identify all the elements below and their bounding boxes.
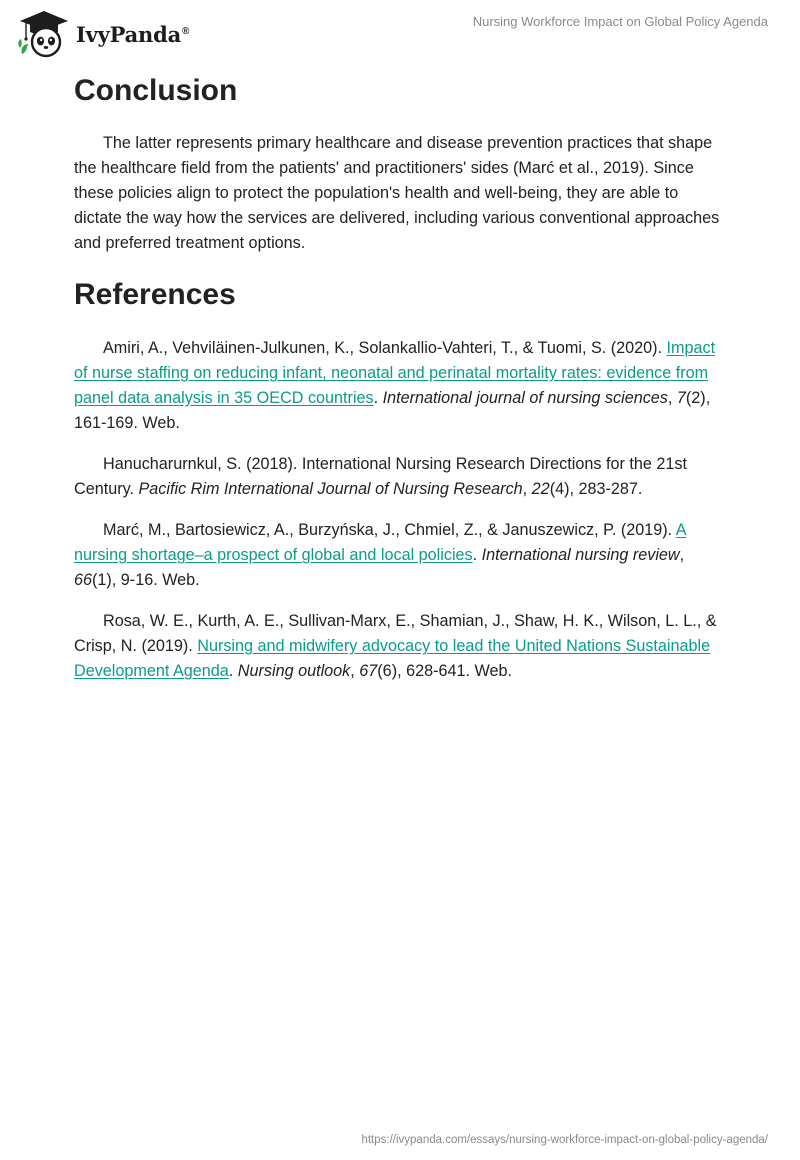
reference-authors: Amiri, A., Vehviläinen-Julkunen, K., Solankallio-Vahteri, T., & Tuomi, S. (2020). — [103, 339, 667, 357]
reference-title-link[interactable]: A nursing shortage–a prospect of global and local policies — [74, 521, 687, 564]
reference-entry: Hanucharurnkul, S. (2018). International Nursing Research Directions for the 21st Century. Pacific Rim International Journal of Nursing Research, 22(4), 283-287. — [74, 455, 687, 498]
reference-journal: Nursing outlook — [237, 662, 351, 680]
footer-url[interactable]: https://ivypanda.com/essays/nursing-workforce-impact-on-global-policy-agenda/ — [361, 1134, 768, 1146]
reference-issue-pages: (6), 628-641. Web. — [377, 662, 512, 680]
document-title: Nursing Workforce Impact on Global Policy Agenda — [472, 14, 768, 29]
panda-logo-icon — [14, 8, 74, 58]
reference-volume: 7 — [676, 389, 686, 407]
ivypanda-logo[interactable] — [14, 8, 189, 58]
reference-journal: Pacific Rim International Journal of Nursing Research — [138, 480, 523, 498]
reference-authors: Marć, M., Bartosiewicz, A., Burzyńska, J., Chmiel, Z., & Januszewicz, P. (2019). — [103, 521, 676, 539]
reference-title-link[interactable]: Nursing and midwifery advocacy to lead the United Nations Sustainable Development Agenda — [74, 637, 711, 680]
reference-title-link[interactable]: Impact of nurse staffing on reducing infant, neonatal and perinatal mortality rates: evidence from panel data analysis in 35 OECD countries — [74, 339, 716, 407]
conclusion-heading: Conclusion — [74, 74, 238, 107]
references-heading: References — [74, 278, 236, 311]
reference-authors: Rosa, W. E., Kurth, A. E., Sullivan-Marx, E., Shamian, J., Shaw, H. K., Wilson, L. L., & Crisp, N. (2019). — [74, 612, 717, 655]
reference-issue-pages: (4), 283-287. — [549, 480, 643, 498]
essay-content — [74, 72, 726, 684]
reference-journal: International journal of nursing sciences — [382, 389, 668, 407]
reference-entry: Rosa, W. E., Kurth, A. E., Sullivan-Marx, E., Shamian, J., Shaw, H. K., Wilson, L. L., & Crisp, N. (2019). Nursing and midwifery advocacy to lead the United Nations Sustainable Development Agenda. Nursing outlook, 67(6), 628-641. Web. — [74, 612, 717, 680]
reference-volume: 22 — [531, 480, 550, 498]
brand-name: IvyPanda® — [76, 21, 190, 47]
reference-volume: 66 — [74, 571, 93, 589]
reference-authors: Hanucharurnkul, S. (2018). International Nursing Research Directions for the 21st Century. — [74, 455, 687, 498]
reference-entry: Amiri, A., Vehviläinen-Julkunen, K., Solankallio-Vahteri, T., & Tuomi, S. (2020). Impact of nurse staffing on reducing infant, neonatal and perinatal mortality rates: evidence from panel data analysis in 35 OECD countries. International journal of nursing sciences, 7(2), 161-169. Web. — [74, 339, 716, 432]
reference-issue-pages: (2), 161-169. Web. — [74, 389, 711, 432]
reference-journal: International nursing review — [481, 546, 680, 564]
reference-volume: 67 — [359, 662, 378, 680]
conclusion-paragraph: The latter represents primary healthcare and disease prevention practices that shape the healthcare field from the patients' and practitioners' sides (Marć et al., 2019). Since these policies align to protect the population's health and well-being, they are able to dictate the way how the services are delivered, including various conventional approaches and preferred treatment options. — [74, 134, 720, 252]
registered-mark: ® — [182, 25, 190, 37]
reference-issue-pages: (1), 9-16. Web. — [92, 571, 200, 589]
page-header — [0, 0, 800, 60]
reference-entry: Marć, M., Bartosiewicz, A., Burzyńska, J., Chmiel, Z., & Januszewicz, P. (2019). A nursing shortage–a prospect of global and local policies. International nursing review, 66(1), 9-16. Web. — [74, 521, 687, 589]
